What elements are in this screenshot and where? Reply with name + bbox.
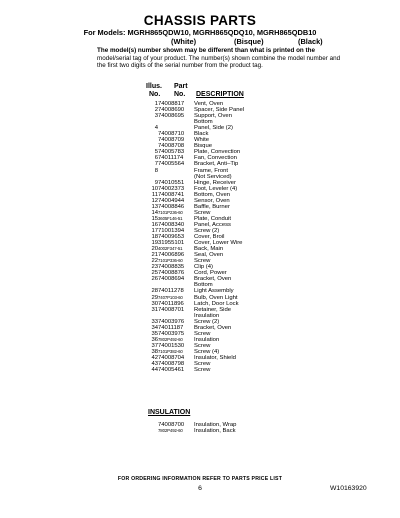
header-description-label: DESCRIPTION <box>196 91 244 98</box>
part-description: Foot, Leveler (4) <box>194 185 238 192</box>
part-description: Insulation <box>194 312 220 319</box>
part-description: Panel, Side (2) <box>194 125 233 132</box>
part-description: Fan, Convection <box>194 155 237 162</box>
illus-number: 18 <box>151 234 158 241</box>
part-description: Sensor, Oven <box>194 197 230 204</box>
illus-number: 22 <box>151 258 158 265</box>
part-description: Retainer, Side <box>194 306 232 313</box>
part-number: 74006896 <box>158 252 185 259</box>
parts-row <box>143 161 244 167</box>
illus-number: 1 <box>154 101 158 107</box>
illus-number: 26 <box>151 276 158 283</box>
part-description: Screw <box>194 258 211 265</box>
illus-number: 23 <box>151 264 158 271</box>
models-text: For Models: MGRH865QDW10, MGRH865QDQ10, MGRH865QDB10 <box>83 28 317 37</box>
part-number: 7101P236-60 <box>158 209 183 215</box>
part-number: 74003975 <box>158 330 185 337</box>
part-number: 74010551 <box>158 179 185 186</box>
part-number: 74011187 <box>158 324 184 331</box>
part-description: Insulation <box>194 336 220 343</box>
part-description: Bracket, Anti–Tip <box>194 161 239 168</box>
parts-row <box>143 288 244 294</box>
model-colors <box>0 37 400 46</box>
page-title: CHASSIS PARTS <box>143 13 257 28</box>
part-description: Baffle, Burner <box>194 203 230 210</box>
part-number: 7802P492-60 <box>158 336 183 342</box>
part-number: 74008701 <box>158 306 185 313</box>
part-description: Insulation, Back <box>194 428 236 435</box>
illus-number: 4 <box>154 125 158 132</box>
part-description: Spacer, Side Panel <box>194 107 245 114</box>
part-number: 74008817 <box>158 101 185 107</box>
model-note-rest: model/serial tag of your product. The number(s) shown combine the model number and the first two digits of the serial number from the product tag. <box>97 54 341 70</box>
part-number: 74008876 <box>158 270 185 277</box>
illus-number: 14 <box>151 209 158 216</box>
color-black: (Black) <box>298 37 323 46</box>
part-description: Back, Main <box>194 246 224 253</box>
part-description: Frame, Front <box>194 167 229 174</box>
part-description: Bulb, Oven Light <box>194 294 238 301</box>
part-description: Insulator, Shield <box>194 354 236 361</box>
header-illus-1: Illus. <box>146 83 162 90</box>
parts-row <box>143 204 244 210</box>
part-description: Bisque <box>194 143 213 150</box>
illus-number: 38 <box>151 348 158 355</box>
illus-number: 19 <box>151 240 158 247</box>
part-number: 74005564 <box>158 161 185 168</box>
part-description: Light Assembly <box>194 288 234 295</box>
part-description: Vent, Oven <box>194 101 224 107</box>
illus-number <box>143 428 158 434</box>
insulation-table <box>143 422 236 435</box>
part-description: Screw <box>194 367 211 374</box>
part-number: 74011896 <box>158 300 184 307</box>
color-white: (White) <box>171 37 197 46</box>
part-description: Screw <box>194 330 211 337</box>
part-description: Support, Oven <box>194 113 232 120</box>
models-line <box>0 29 400 37</box>
illus-number: 36 <box>151 336 158 343</box>
part-number: 74008835 <box>158 264 185 271</box>
parts-row <box>143 295 244 301</box>
part-number: 74008798 <box>158 361 185 368</box>
part-number: 74008741 <box>158 191 185 198</box>
illus-number: 15 <box>151 215 158 222</box>
parts-table <box>143 101 244 373</box>
part-number: 7407P103-60 <box>158 294 183 300</box>
part-number: 74008709 <box>158 137 185 144</box>
part-number: 74011174 <box>158 155 184 162</box>
part-description: Screw <box>194 209 211 216</box>
illus-number: 29 <box>151 294 158 301</box>
part-number: 74008340 <box>158 221 185 228</box>
part-number: 74008690 <box>158 107 185 114</box>
illus-number: 2 <box>154 107 158 114</box>
part-number: 7101P336-60 <box>158 258 183 264</box>
part-description: (Not Serviced) <box>194 173 232 180</box>
parts-row <box>143 186 244 192</box>
part-description: Panel, Access <box>194 221 232 228</box>
parts-row <box>143 367 244 373</box>
illus-number: 42 <box>151 354 158 361</box>
illus-number: 33 <box>151 318 158 325</box>
illus-number: 20 <box>151 246 158 253</box>
illus-number: 16 <box>151 221 158 228</box>
part-number: 74008694 <box>158 276 185 283</box>
part-description: Latch, Door Lock <box>194 300 239 307</box>
part-description: Screw <box>194 342 211 349</box>
part-number: 74011278 <box>158 288 184 295</box>
part-description: Insulation, Wrap <box>194 422 237 428</box>
part-number: 74008695 <box>158 113 185 120</box>
insulation-header: INSULATION <box>148 409 191 416</box>
part-description: Screw (2) <box>194 227 220 234</box>
part-number: 74008700 <box>158 422 185 428</box>
part-number: 74008708 <box>158 143 185 150</box>
part-number: 4002F347-51 <box>158 246 183 252</box>
parts-row <box>143 325 244 331</box>
part-description: Bottom <box>194 282 213 289</box>
part-description: Bracket, Oven <box>194 276 232 283</box>
part-number: 74002373 <box>158 185 185 192</box>
illus-number: 7 <box>154 161 158 168</box>
model-note-bold: The model(s) number shown may be different than what is printed on the <box>97 47 315 54</box>
illus-number: 30 <box>151 300 158 307</box>
color-bisque: (Bisque) <box>234 37 264 46</box>
part-description: Cover, Broil <box>194 234 225 241</box>
illus-number: 17 <box>151 227 158 234</box>
illus-number: 5 <box>154 149 158 156</box>
part-description: Black <box>194 131 209 138</box>
part-description: Seal, Oven <box>194 252 224 259</box>
illus-number: 44 <box>151 367 158 374</box>
parts-row <box>143 198 244 204</box>
part-description: Clip (4) <box>194 264 213 271</box>
illus-number: 37 <box>151 342 158 349</box>
illus-number: 11 <box>151 191 158 198</box>
illus-number: 28 <box>151 288 158 295</box>
part-description: Bracket, Oven <box>194 324 232 331</box>
ordering-info-footer: FOR ORDERING INFORMATION REFER TO PARTS PRICE LIST <box>117 476 283 482</box>
part-number: 7802P492-60 <box>158 428 183 434</box>
part-description: Screw <box>194 361 211 368</box>
parts-row <box>143 180 244 186</box>
part-number: 74008846 <box>158 203 185 210</box>
illus-number: 21 <box>151 252 158 259</box>
parts-row <box>143 192 244 198</box>
illus-number: 3 <box>154 113 158 120</box>
document-number: W10163920 <box>330 485 367 492</box>
part-description: White <box>194 137 210 144</box>
part-number: 74005783 <box>158 149 185 156</box>
illus-number: 34 <box>151 324 158 331</box>
header-illus <box>146 83 162 99</box>
header-part <box>174 83 188 99</box>
part-number: 74009653 <box>158 234 185 241</box>
part-number: 7101P382-60 <box>158 348 183 354</box>
illus-number: 12 <box>151 197 158 204</box>
part-description: Plate, Convection <box>194 149 241 156</box>
parts-row <box>143 307 244 313</box>
part-description: Hinge, Receiver <box>194 179 236 186</box>
insulation-row <box>143 428 236 434</box>
header-description <box>196 91 244 99</box>
part-description: Cover, Lower Wire <box>194 240 243 247</box>
part-description: Bottom, Oven <box>194 191 231 198</box>
page-number: 6 <box>198 485 202 492</box>
part-description: Cord, Power <box>194 270 227 277</box>
part-number: 74001530 <box>158 342 185 349</box>
header-illus-2: No. <box>149 91 161 98</box>
header-part-2: No. <box>174 91 186 98</box>
part-number: 31955101 <box>158 240 185 247</box>
part-description: Plate, Conduit <box>194 215 232 222</box>
illus-number: 10 <box>151 185 158 192</box>
illus-number: 35 <box>151 330 158 337</box>
model-note <box>97 47 347 70</box>
part-description: Screw (4) <box>194 348 220 355</box>
header-part-1: Part <box>174 83 188 90</box>
illus-number: 31 <box>151 306 158 313</box>
part-number: 3605F146-51 <box>158 215 183 221</box>
part-number: 74004944 <box>158 197 185 204</box>
part-number: 74008710 <box>158 131 185 138</box>
parts-row <box>143 301 244 307</box>
illus-number: 8 <box>154 167 158 174</box>
illus-number: 43 <box>151 361 158 368</box>
part-number: 74005461 <box>158 367 185 374</box>
part-number: 74003976 <box>158 318 185 325</box>
illus-number: 25 <box>151 270 158 277</box>
part-description: Bottom <box>194 119 213 126</box>
illus-number: 13 <box>151 203 158 210</box>
part-number: 71001394 <box>158 227 185 234</box>
part-description: Screw (2) <box>194 318 220 325</box>
part-number: 74008704 <box>158 354 185 361</box>
illus-number: 9 <box>154 179 158 186</box>
illus-number: 6 <box>154 155 158 162</box>
